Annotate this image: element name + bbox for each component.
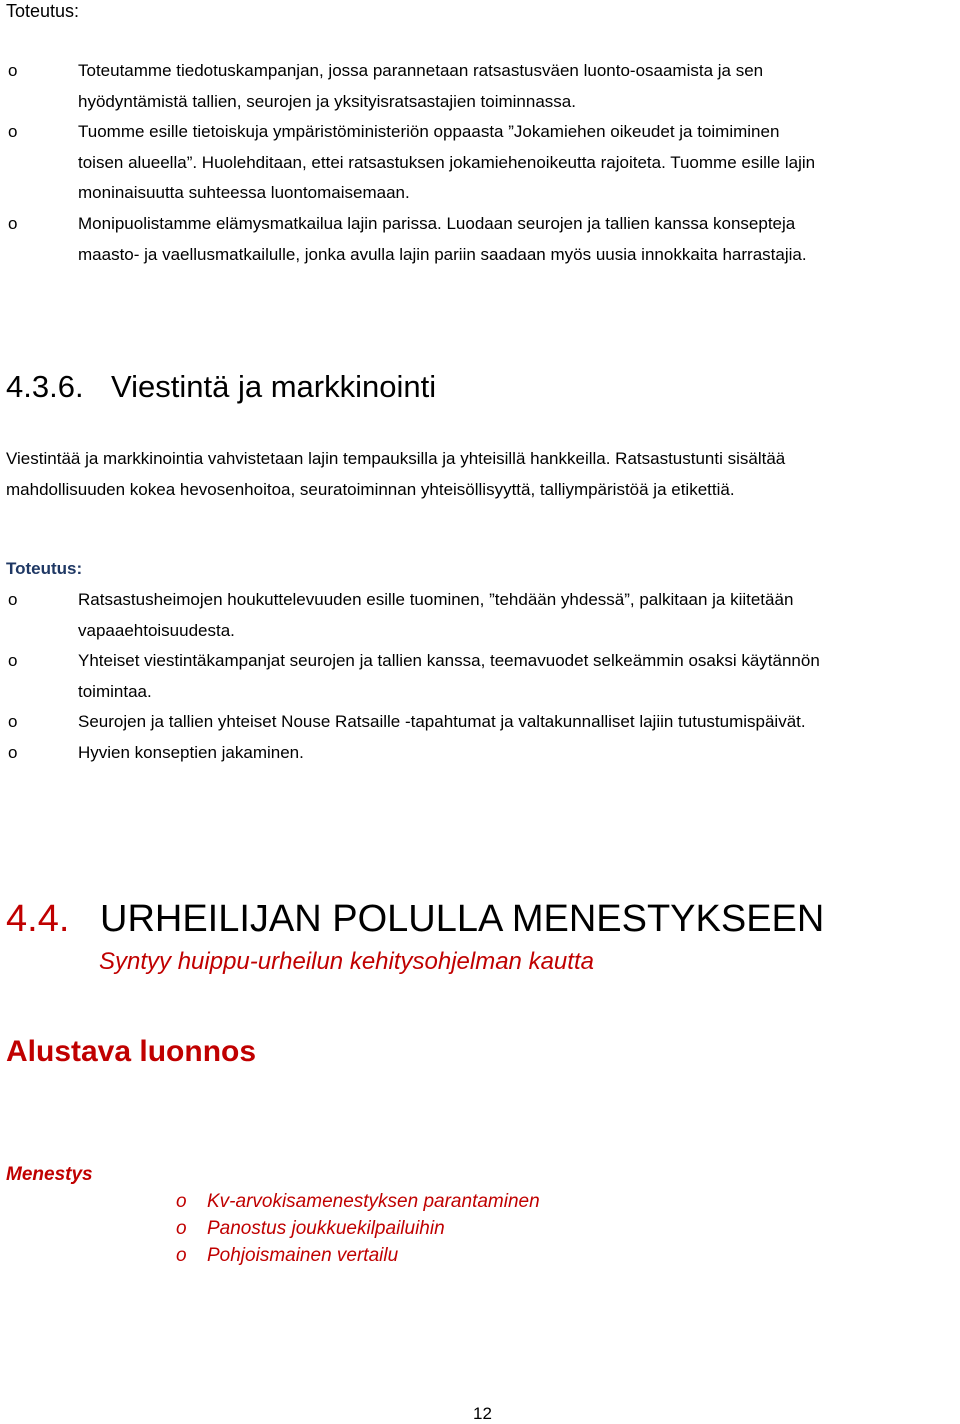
list-line: toisen alueella”. Huolehditaan, ettei ratsastuksen jokamiehenoikeutta rajoiteta. Tuomme esille lajin <box>78 152 816 172</box>
paragraph-line: Viestintää ja markkinointia vahvistetaan lajin tempauksilla ja yhteisillä hankkeilla. Ratsastustunti sisältää <box>6 449 786 468</box>
menestys-label: Menestys <box>6 1164 93 1185</box>
section-heading-44 <box>6 896 824 942</box>
list-line: toimintaa. <box>78 681 152 701</box>
page-number: 12 <box>473 1404 492 1423</box>
section-heading-436 <box>6 367 436 407</box>
bullet-marker: o <box>8 122 18 141</box>
list-line: moninaisuutta suhteessa luontomaisemaan. <box>78 183 410 202</box>
bullet-marker: o <box>8 590 18 609</box>
section-title: Viestintä ja markkinointi <box>111 369 437 404</box>
list-line: maasto- ja vaellusmatkailulle, jonka avulla lajin pariin saadaan myös uusia innokkaita harrastajia. <box>78 244 807 264</box>
toteutus-label: Toteutus: <box>6 559 83 578</box>
bullet-marker: o <box>8 651 18 670</box>
section-subtitle: Syntyy huippu-urheilun kehitysohjelman kautta <box>99 948 594 975</box>
toteutus-label-top: Toteutus: <box>6 1 80 21</box>
bullet-marker: o <box>176 1218 187 1239</box>
list-line: Tuomme esille tietoiskuja ympäristöministeriön oppaasta ”Jokamiehen oikeudet ja toimiminen <box>78 122 780 141</box>
bullet-marker: o <box>176 1191 187 1212</box>
bullet-marker: o <box>176 1245 187 1266</box>
bullet-marker: o <box>8 712 18 731</box>
list-line: Pohjoismainen vertailu <box>207 1245 399 1266</box>
section-number: 4.4. <box>6 898 70 940</box>
list-line: Monipuolistamme elämysmatkailua lajin parissa. Luodaan seurojen ja tallien kanssa konsepteja <box>78 214 796 233</box>
section-number: 4.3.6. <box>6 369 84 404</box>
paragraph-line: mahdollisuuden kokea hevosenhoitoa, seuratoiminnan yhteisöllisyyttä, talliympäristöä ja etikettiä. <box>6 480 735 499</box>
list-line: Yhteiset viestintäkampanjat seurojen ja tallien kanssa, teemavuodet selkeämmin osaksi käytännön <box>78 651 820 670</box>
list-line: Seurojen ja tallien yhteiset Nouse Ratsaille -tapahtumat ja valtakunnalliset lajiin tutustumispäivät. <box>78 712 806 731</box>
list-line: Panostus joukkuekilpailuihin <box>207 1218 445 1239</box>
list-line: Kv-arvokisamenestyksen parantaminen <box>207 1191 540 1212</box>
draft-heading: Alustava luonnos <box>6 1035 257 1068</box>
list-line: hyödyntämistä tallien, seurojen ja yksityisratsastajien toiminnassa. <box>78 91 576 111</box>
list-line: Ratsastusheimojen houkuttelevuuden esille tuominen, ”tehdään yhdessä”, palkitaan ja kiitetään <box>78 590 794 609</box>
bullet-marker: o <box>8 61 18 80</box>
list-line: Hyvien konseptien jakaminen. <box>78 743 304 762</box>
list-line: vapaaehtoisuudesta. <box>78 620 235 640</box>
bullet-marker: o <box>8 743 18 762</box>
list-line: Toteutamme tiedotuskampanjan, jossa parannetaan ratsastusväen luonto-osaamista ja sen <box>78 61 764 80</box>
section-title: URHEILIJAN POLULLA MENESTYKSEEN <box>100 898 825 940</box>
section-paragraph <box>6 443 785 505</box>
bullet-marker: o <box>8 214 18 233</box>
